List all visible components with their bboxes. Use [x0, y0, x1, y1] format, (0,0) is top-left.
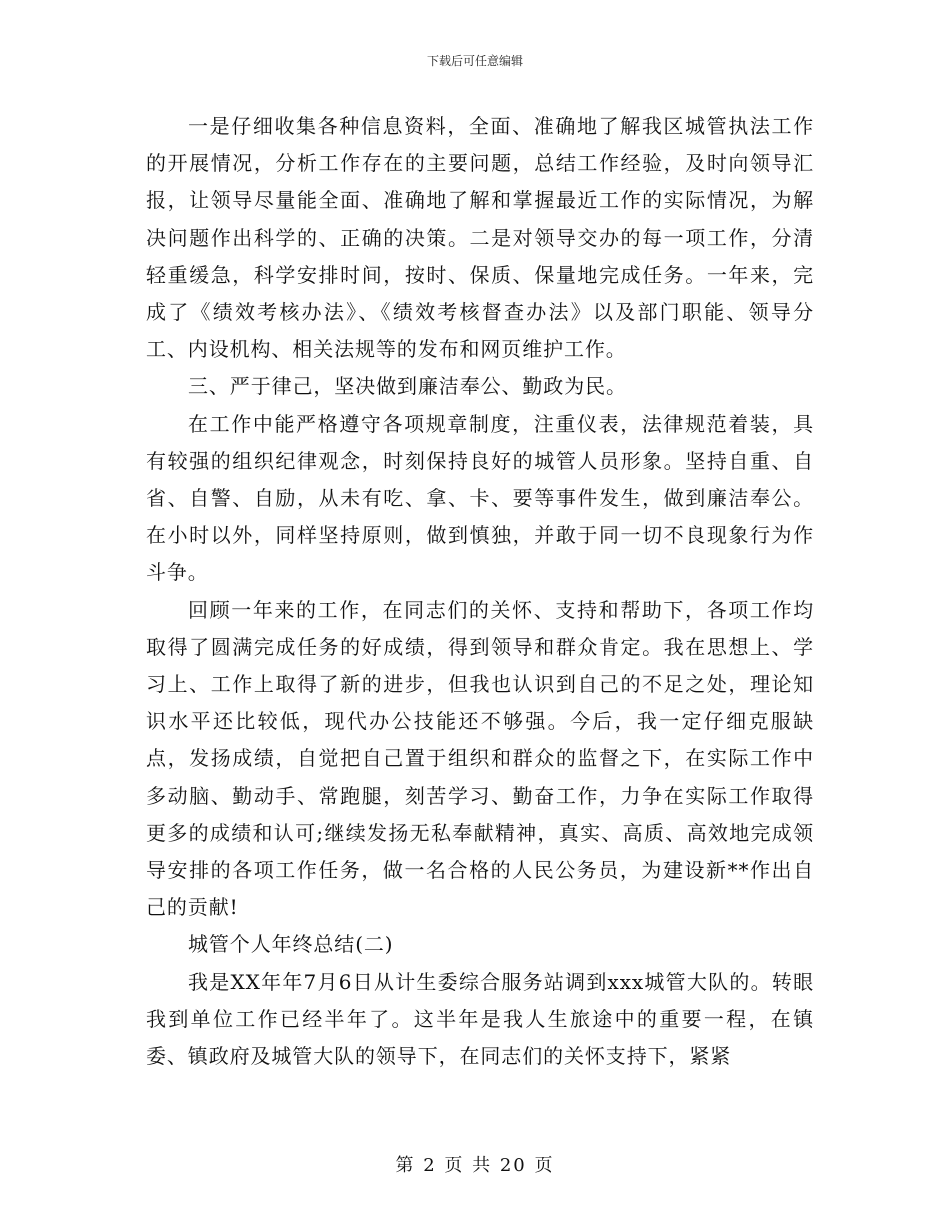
paragraph-summary-two-intro: 我是XX年年7月6日从计生委综合服务站调到xxx城管大队的。转眼我到单位工作已经半年了。这半年是我人生旅途中的重要一程，在镇委、镇政府及城管大队的领导下，在同志们的关怀支持下，紧紧: [146, 969, 814, 1069]
section-title-summary-two: 城管个人年终总结(二): [188, 932, 394, 957]
paragraph-work-duties: 一是仔细收集各种信息资料，全面、准确地了解我区城管执法工作的开展情况，分析工作存在的主要问题，总结工作经验，及时向领导汇报，让领导尽量能全面、准确地了解和掌握最近工作的实际情况，为解决问题作出科学的、正确的决策。二是对领导交办的每一项工作，分清轻重缓急，科学安排时间，按时、保质、保量地完成任务。一年来，完成了《绩效考核办法》、《绩效考核督查办法》以及部门职能、领导分工、内设机构、相关法规等的发布和网页维护工作。: [146, 114, 814, 362]
paragraph-discipline: 在工作中能严格遵守各项规章制度，注重仪表，法律规范着装，具有较强的组织纪律观念，时刻保持良好的城管人员形象。坚持自重、自省、自警、自励，从未有吃、拿、卡、要等事件发生，做到廉洁奉公。在小时以外，同样坚持原则，做到慎独，并敢于同一切不良现象行为作斗争。: [146, 411, 814, 585]
page-number-footer: 第 2 页 共 20 页: [395, 1155, 555, 1176]
section-heading-discipline: 三、严于律己，坚决做到廉洁奉公、勤政为民。: [188, 374, 627, 399]
page-header-note: 下载后可任意编辑: [426, 54, 523, 68]
paragraph-review: 回顾一年来的工作，在同志们的关怀、支持和帮助下，各项工作均取得了圆满完成任务的好成绩，得到领导和群众肯定。我在思想上、学习上、工作上取得了新的进步，但我也认识到自己的不足之处，理论知识水平还比较低，现代办公技能还不够强。今后，我一定仔细克服缺点，发扬成绩，自觉把自己置于组织和群众的监督之下，在实际工作中多动脑、勤动手、常跑腿，刻苦学习、勤奋工作，力争在实际工作取得更多的成绩和认可;继续发扬无私奉献精神，真实、高质、高效地完成领导安排的各项工作任务，做一名合格的人民公务员，为建设新**作出自己的贡献!: [146, 597, 814, 920]
document-body: [146, 108, 814, 1075]
